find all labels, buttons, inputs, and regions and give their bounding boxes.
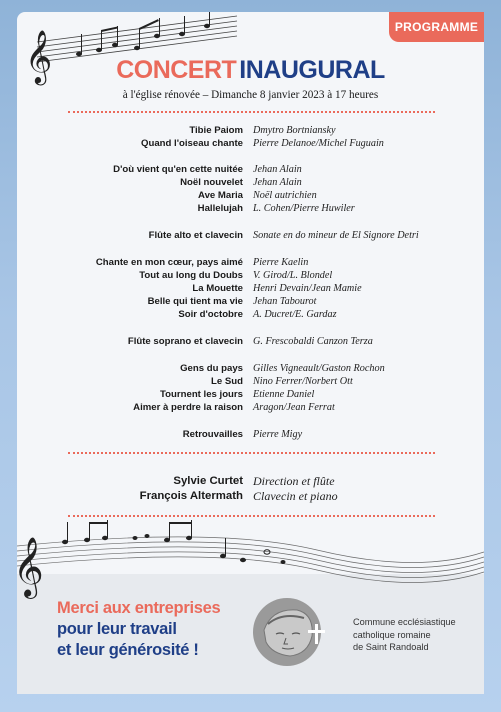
composer: Noël autrichien xyxy=(253,189,317,201)
organization-line-3: de Saint Randoald xyxy=(353,642,429,652)
performers-list xyxy=(17,474,484,504)
program-item xyxy=(17,189,484,202)
program-item xyxy=(17,124,484,137)
program-item xyxy=(17,163,484,176)
program-item xyxy=(17,308,484,321)
performer-role: Clavecin et piano xyxy=(253,489,338,503)
composer: A. Ducret/E. Gardaz xyxy=(253,308,337,320)
composer: Pierre Migy xyxy=(253,428,303,440)
program-item xyxy=(17,335,484,348)
composer: Dmytro Bortniansky xyxy=(253,125,336,136)
composer: Nino Ferrer/Norbert Ott xyxy=(253,375,353,387)
organization-name xyxy=(353,616,456,654)
piece-title: Belle qui tient ma vie xyxy=(147,295,243,307)
saint-randoald-logo xyxy=(242,590,342,670)
program-card xyxy=(13,12,484,694)
composer: Gilles Vigneault/Gaston Rochon xyxy=(253,362,385,374)
thanks-line-1: Merci aux entreprises xyxy=(57,599,221,617)
treble-clef-icon: 𝄞 xyxy=(25,29,53,83)
performer-row xyxy=(17,474,484,489)
piece-title: La Mouette xyxy=(192,282,243,294)
performer-row xyxy=(17,489,484,504)
performer-name: François Altermath xyxy=(139,490,243,502)
event-subtitle: à l'église rénovée – Dimanche 8 janvier 2023 à 17 heures xyxy=(122,89,379,101)
piece-title: Quand l'oiseau chante xyxy=(141,138,243,149)
organization-line-2: catholique romaine xyxy=(353,629,431,640)
composer: Etienne Daniel xyxy=(253,388,315,400)
piece-title: Retrouvailles xyxy=(182,428,243,440)
program-item xyxy=(17,401,484,414)
program-item xyxy=(17,282,484,295)
composer: Pierre Kaelin xyxy=(253,256,309,268)
treble-clef-icon: 𝄞 xyxy=(13,537,44,597)
organization-line-1: Commune ecclésiastique xyxy=(353,617,456,627)
performer-name: Sylvie Curtet xyxy=(173,475,243,487)
dotted-divider xyxy=(68,111,435,113)
piece-title: Flûte alto et clavecin xyxy=(148,229,243,241)
piece-title: D'où vient qu'en cette nuitée xyxy=(113,163,243,175)
piece-title: Hallelujah xyxy=(197,202,243,214)
piece-title: Le Sud xyxy=(211,375,243,387)
composer: G. Frescobaldi Canzon Terza xyxy=(253,335,373,347)
thanks-line-2: pour leur travail xyxy=(57,620,177,638)
piece-title: Noël nouvelet xyxy=(180,176,243,188)
piece-title: Ave Maria xyxy=(198,189,243,201)
composer: Jehan Alain xyxy=(253,176,302,188)
program-item xyxy=(17,388,484,401)
piece-title: Soir d'octobre xyxy=(178,308,243,320)
piece-title: Flûte soprano et clavecin xyxy=(127,335,243,347)
composer: L. Cohen/Pierre Huwiler xyxy=(253,202,355,214)
composer: Pierre Delanoe/Michel Fuguain xyxy=(253,138,384,149)
program-item xyxy=(17,375,484,388)
thanks-line-3: et leur générosité ! xyxy=(57,641,199,659)
program-item xyxy=(17,269,484,282)
dotted-divider xyxy=(68,452,435,454)
programme-tag: PROGRAMME xyxy=(389,12,484,42)
composer: Sonate en do mineur de El Signore Detri xyxy=(253,229,419,241)
program-item xyxy=(17,362,484,375)
thanks-message xyxy=(57,598,220,661)
composer: V. Girod/L. Blondel xyxy=(253,269,333,281)
composer: Henri Devain/Jean Mamie xyxy=(253,282,362,294)
piece-title: Tibie Paiom xyxy=(189,125,243,136)
piece-title: Gens du pays xyxy=(180,362,243,374)
title-part-concert: CONCERT xyxy=(116,56,237,84)
piece-title: Chante en mon cœur, pays aimé xyxy=(95,256,243,268)
page-title xyxy=(17,56,484,85)
composer: Aragon/Jean Ferrat xyxy=(253,401,335,413)
program-item xyxy=(17,256,484,269)
piece-title: Aimer à perdre la raison xyxy=(133,401,243,413)
performer-role: Direction et flûte xyxy=(253,474,335,488)
program-list xyxy=(17,124,484,441)
composer: Jehan Alain xyxy=(253,163,302,175)
program-item xyxy=(17,176,484,189)
program-item xyxy=(17,428,484,441)
program-item xyxy=(17,137,484,150)
piece-title: Tout au long du Doubs xyxy=(139,269,243,281)
title-part-inaugural: INAUGURAL xyxy=(239,56,385,84)
music-notes-icon xyxy=(13,512,484,597)
composer: Jehan Tabourot xyxy=(253,295,317,307)
program-item xyxy=(17,295,484,308)
piece-title: Tournent les jours xyxy=(160,388,243,400)
program-item xyxy=(17,229,484,242)
program-item xyxy=(17,202,484,215)
